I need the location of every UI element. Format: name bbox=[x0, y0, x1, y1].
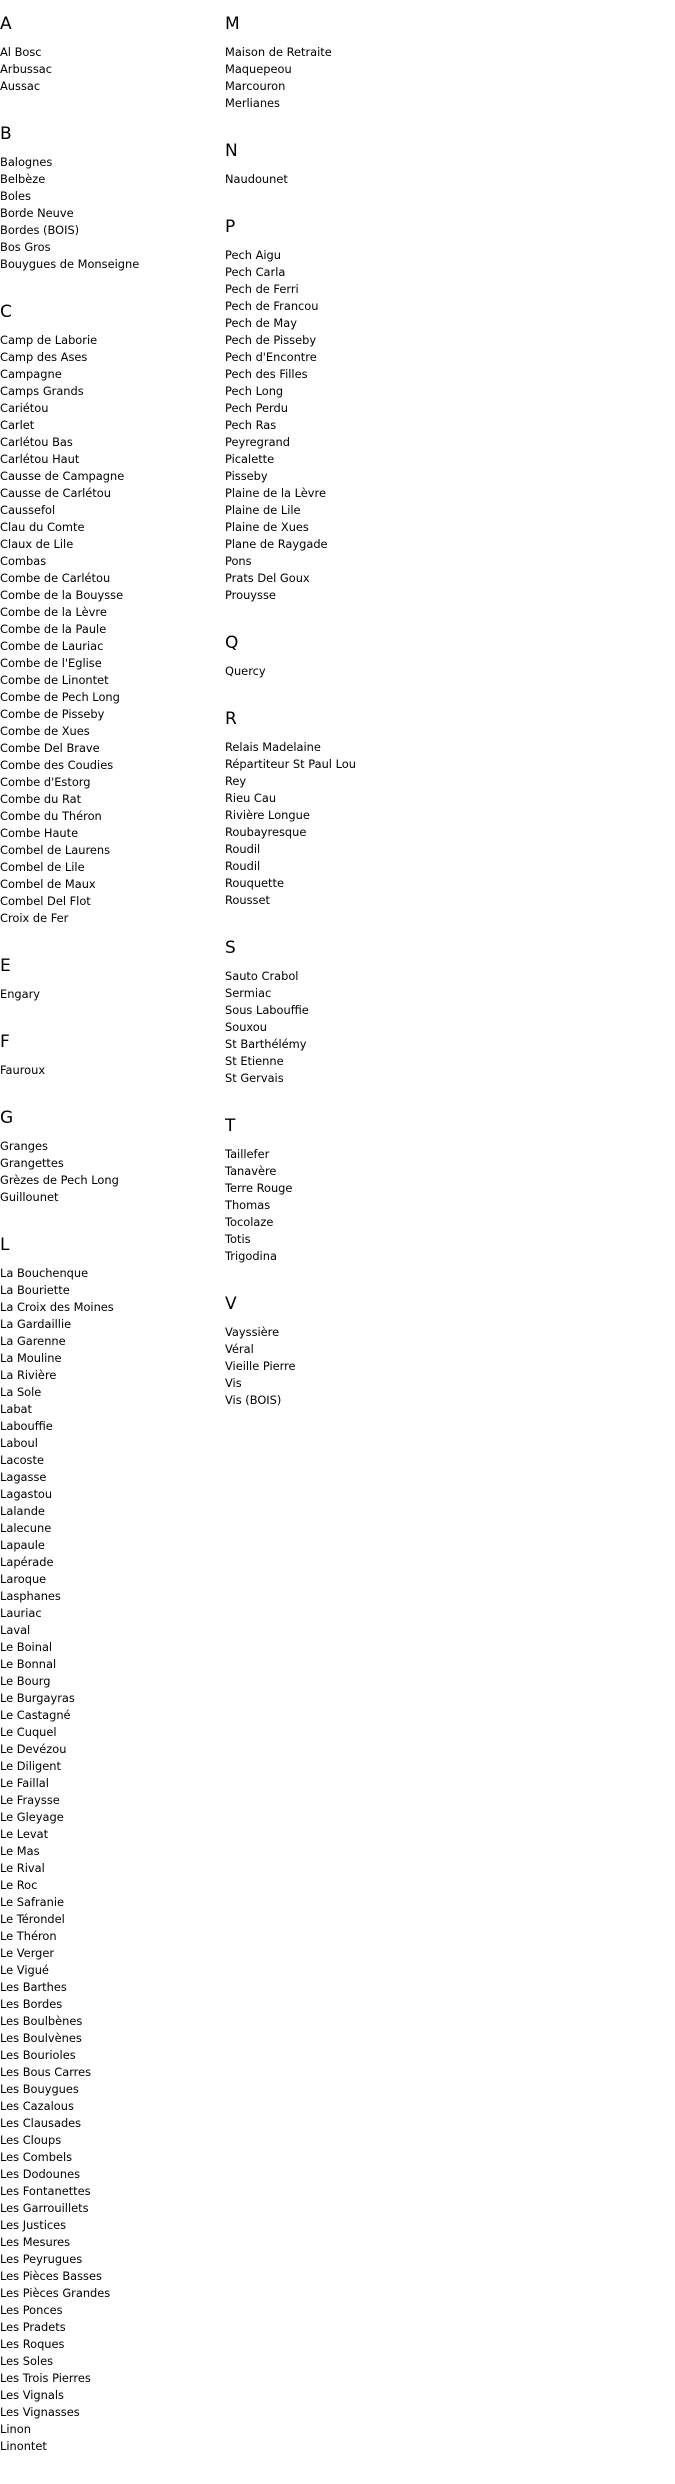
place-name-les-barthes: Les Barthes bbox=[0, 1980, 67, 1994]
place-name-croix-de-fer: Croix de Fer bbox=[0, 911, 69, 925]
place-name-list bbox=[0, 1138, 220, 1206]
place-name-le-burgayras: Le Burgayras bbox=[0, 1691, 75, 1705]
place-name-al-bosc: Al Bosc bbox=[0, 45, 42, 59]
place-name-peyregrand: Peyregrand bbox=[225, 435, 290, 449]
letter-heading: N bbox=[225, 141, 238, 161]
place-name-carlet: Carlet bbox=[0, 418, 35, 432]
place-name-combe-d-estorg: Combe d'Estorg bbox=[0, 775, 91, 789]
place-name-vieille-pierre: Vieille Pierre bbox=[225, 1359, 296, 1373]
place-name-le-roc: Le Roc bbox=[0, 1878, 38, 1892]
place-name-plaine-de-lile: Plaine de Lile bbox=[225, 503, 301, 517]
place-name-les-bordes: Les Bordes bbox=[0, 1997, 63, 2011]
place-name-naudounet: Naudounet bbox=[225, 172, 288, 186]
letter-section-b bbox=[0, 124, 220, 273]
letter-section-m bbox=[225, 14, 445, 112]
place-name-list bbox=[225, 739, 445, 909]
place-name-le-theron: Le Théron bbox=[0, 1929, 57, 1943]
letter-heading: M bbox=[225, 14, 240, 34]
place-name-engary: Engary bbox=[0, 987, 41, 1001]
place-name-list bbox=[225, 663, 445, 680]
place-name-roudil: Roudil bbox=[225, 842, 261, 856]
place-name-lauriac: Lauriac bbox=[0, 1606, 42, 1620]
place-name-list bbox=[0, 1265, 220, 2455]
letter-section-n bbox=[225, 141, 445, 188]
place-name-laboul: Laboul bbox=[0, 1436, 38, 1450]
place-name-le-cuquel: Le Cuquel bbox=[0, 1725, 57, 1739]
place-name-les-pieces-basses: Les Pièces Basses bbox=[0, 2269, 102, 2283]
place-name-le-gleyage: Le Gleyage bbox=[0, 1810, 64, 1824]
place-name-les-cazalous: Les Cazalous bbox=[0, 2099, 74, 2113]
place-name-les-garrouillets: Les Garrouillets bbox=[0, 2201, 89, 2215]
letter-section-l bbox=[0, 1235, 220, 2455]
place-name-les-trois-pierres: Les Trois Pierres bbox=[0, 2371, 91, 2385]
place-name-combel-del-flot: Combel Del Flot bbox=[0, 894, 91, 908]
place-name-la-riviere: La Rivière bbox=[0, 1368, 57, 1382]
letter-heading: A bbox=[0, 14, 12, 34]
place-name-riviere-longue: Rivière Longue bbox=[225, 808, 310, 822]
place-name-st-etienne: St Etienne bbox=[225, 1054, 284, 1068]
place-name-combe-de-la-paule: Combe de la Paule bbox=[0, 622, 107, 636]
letter-heading: Q bbox=[225, 633, 239, 653]
place-name-list bbox=[0, 44, 220, 95]
place-name-combel-de-lile: Combel de Lile bbox=[0, 860, 85, 874]
letter-heading: S bbox=[225, 938, 236, 958]
place-name-pech-carla: Pech Carla bbox=[225, 265, 286, 279]
place-name-trigodina: Trigodina bbox=[225, 1249, 277, 1263]
place-name-plane-de-raygade: Plane de Raygade bbox=[225, 537, 328, 551]
place-name-bos-gros: Bos Gros bbox=[0, 240, 51, 254]
place-name-tanavere: Tanavère bbox=[225, 1164, 277, 1178]
place-name-arbussac: Arbussac bbox=[0, 62, 53, 76]
place-name-combas: Combas bbox=[0, 554, 47, 568]
place-name-relais-madelaine: Relais Madelaine bbox=[225, 740, 321, 754]
place-name-list bbox=[225, 1324, 445, 1409]
place-name-grangettes: Grangettes bbox=[0, 1156, 64, 1170]
place-name-les-bouygues: Les Bouygues bbox=[0, 2082, 79, 2096]
place-name-vis: Vis bbox=[225, 1376, 242, 1390]
place-name-bordes-bois: Bordes (BOIS) bbox=[0, 223, 80, 237]
place-name-carletou-bas: Carlétou Bas bbox=[0, 435, 73, 449]
place-name-roubayresque: Roubayresque bbox=[225, 825, 307, 839]
place-name-pech-des-filles: Pech des Filles bbox=[225, 367, 308, 381]
place-name-vayssiere: Vayssière bbox=[225, 1325, 280, 1339]
place-name-list bbox=[0, 1062, 220, 1079]
letter-heading: T bbox=[225, 1116, 236, 1136]
place-name-labouffie: Labouffie bbox=[0, 1419, 53, 1433]
place-name-causse-de-campagne: Causse de Campagne bbox=[0, 469, 125, 483]
place-name-campagne: Campagne bbox=[0, 367, 62, 381]
letter-section-a bbox=[0, 14, 220, 95]
place-name-camps-grands: Camps Grands bbox=[0, 384, 84, 398]
place-name-tocolaze: Tocolaze bbox=[225, 1215, 274, 1229]
letter-section-p bbox=[225, 217, 445, 604]
place-name-rouquette: Rouquette bbox=[225, 876, 284, 890]
place-name-pech-perdu: Pech Perdu bbox=[225, 401, 288, 415]
left-column bbox=[0, 14, 220, 2484]
place-name-combe-de-lauriac: Combe de Lauriac bbox=[0, 639, 104, 653]
place-name-pech-aigu: Pech Aigu bbox=[225, 248, 281, 262]
letter-heading: G bbox=[0, 1108, 14, 1128]
place-name-le-terondel: Le Térondel bbox=[0, 1912, 65, 1926]
place-name-lacoste: Lacoste bbox=[0, 1453, 44, 1467]
place-name-les-pradets: Les Pradets bbox=[0, 2320, 66, 2334]
place-name-souxou: Souxou bbox=[225, 1020, 267, 1034]
place-name-list bbox=[225, 44, 445, 112]
letter-section-e bbox=[0, 956, 220, 1003]
place-name-pech-de-ferri: Pech de Ferri bbox=[225, 282, 299, 296]
place-name-pech-de-may: Pech de May bbox=[225, 316, 297, 330]
place-name-le-fraysse: Le Fraysse bbox=[0, 1793, 60, 1807]
place-name-la-sole: La Sole bbox=[0, 1385, 42, 1399]
place-name-les-vignasses: Les Vignasses bbox=[0, 2405, 80, 2419]
place-name-rieu-cau: Rieu Cau bbox=[225, 791, 277, 805]
place-name-combe-du-rat: Combe du Rat bbox=[0, 792, 82, 806]
place-name-merlianes: Merlianes bbox=[225, 96, 280, 110]
place-name-rousset: Rousset bbox=[225, 893, 270, 907]
place-name-les-fontanettes: Les Fontanettes bbox=[0, 2184, 91, 2198]
letter-heading: L bbox=[0, 1235, 10, 1255]
place-name-les-roques: Les Roques bbox=[0, 2337, 65, 2351]
place-name-le-vigue: Le Vigué bbox=[0, 1963, 49, 1977]
letter-heading: C bbox=[0, 302, 12, 322]
place-name-claux-de-lile: Claux de Lile bbox=[0, 537, 74, 551]
place-name-list bbox=[0, 986, 220, 1003]
right-column bbox=[225, 14, 445, 1438]
place-name-combe-du-theron: Combe du Théron bbox=[0, 809, 102, 823]
place-name-lagasse: Lagasse bbox=[0, 1470, 47, 1484]
place-name-list bbox=[0, 332, 220, 927]
place-name-pons: Pons bbox=[225, 554, 252, 568]
place-name-laval: Laval bbox=[0, 1623, 31, 1637]
letter-section-c bbox=[0, 302, 220, 927]
place-name-veral: Véral bbox=[225, 1342, 254, 1356]
letter-section-f bbox=[0, 1032, 220, 1079]
place-name-carletou-haut: Carlétou Haut bbox=[0, 452, 80, 466]
place-name-les-soles: Les Soles bbox=[0, 2354, 54, 2368]
place-name-st-gervais: St Gervais bbox=[225, 1071, 284, 1085]
place-name-combe-de-la-bouysse: Combe de la Bouysse bbox=[0, 588, 124, 602]
letter-heading: E bbox=[0, 956, 11, 976]
place-name-la-garenne: La Garenne bbox=[0, 1334, 66, 1348]
place-name-la-bouriette: La Bouriette bbox=[0, 1283, 70, 1297]
place-name-combel-de-maux: Combel de Maux bbox=[0, 877, 96, 891]
place-name-roudil: Roudil bbox=[225, 859, 261, 873]
place-name-les-bourioles: Les Bourioles bbox=[0, 2048, 76, 2062]
letter-section-r bbox=[225, 709, 445, 909]
place-name-le-rival: Le Rival bbox=[0, 1861, 45, 1875]
place-name-repartiteur-st-paul-lou: Répartiteur St Paul Lou bbox=[225, 757, 356, 771]
place-name-combe-de-linontet: Combe de Linontet bbox=[0, 673, 109, 687]
place-name-combe-haute: Combe Haute bbox=[0, 826, 79, 840]
letter-heading: R bbox=[225, 709, 237, 729]
place-name-carietou: Cariétou bbox=[0, 401, 49, 415]
place-name-list bbox=[225, 1146, 445, 1265]
place-name-les-boulbenes: Les Boulbènes bbox=[0, 2014, 83, 2028]
letter-section-t bbox=[225, 1116, 445, 1265]
place-name-belbeze: Belbèze bbox=[0, 172, 46, 186]
place-name-le-faillal: Le Faillal bbox=[0, 1776, 49, 1790]
place-name-pech-de-francou: Pech de Francou bbox=[225, 299, 319, 313]
place-name-pech-ras: Pech Ras bbox=[225, 418, 277, 432]
place-name-les-clausades: Les Clausades bbox=[0, 2116, 82, 2130]
place-name-maison-de-retraite: Maison de Retraite bbox=[225, 45, 332, 59]
place-name-le-levat: Le Levat bbox=[0, 1827, 49, 1841]
letter-section-s bbox=[225, 938, 445, 1087]
place-name-labat: Labat bbox=[0, 1402, 33, 1416]
place-name-linontet: Linontet bbox=[0, 2439, 47, 2453]
place-name-st-barthelemy: St Barthélémy bbox=[225, 1037, 307, 1051]
place-name-bouygues-de-monseigne: Bouygues de Monseigne bbox=[0, 257, 140, 271]
place-name-lalecune: Lalecune bbox=[0, 1521, 52, 1535]
place-name-camp-des-ases: Camp des Ases bbox=[0, 350, 88, 364]
place-name-le-devezou: Le Devézou bbox=[0, 1742, 67, 1756]
place-name-lapaule: Lapaule bbox=[0, 1538, 45, 1552]
place-name-le-verger: Le Verger bbox=[0, 1946, 55, 1960]
place-name-la-croix-des-moines: La Croix des Moines bbox=[0, 1300, 114, 1314]
letter-heading: F bbox=[0, 1032, 10, 1052]
place-name-combe-de-carletou: Combe de Carlétou bbox=[0, 571, 111, 585]
place-name-boles: Boles bbox=[0, 189, 31, 203]
place-name-laperade: Lapérade bbox=[0, 1555, 54, 1569]
letter-heading: V bbox=[225, 1294, 237, 1314]
place-name-la-mouline: La Mouline bbox=[0, 1351, 62, 1365]
place-name-pech-d-encontre: Pech d'Encontre bbox=[225, 350, 317, 364]
place-name-le-boinal: Le Boinal bbox=[0, 1640, 53, 1654]
place-name-laroque: Laroque bbox=[0, 1572, 47, 1586]
place-name-combe-de-la-levre: Combe de la Lèvre bbox=[0, 605, 107, 619]
place-name-caussefol: Caussefol bbox=[0, 503, 56, 517]
place-name-granges: Granges bbox=[0, 1139, 48, 1153]
place-name-totis: Totis bbox=[225, 1232, 251, 1246]
letter-heading: B bbox=[0, 124, 12, 144]
place-name-la-bouchenque: La Bouchenque bbox=[0, 1266, 89, 1280]
place-name-borde-neuve: Borde Neuve bbox=[0, 206, 74, 220]
place-name-pech-long: Pech Long bbox=[225, 384, 284, 398]
place-name-causse-de-carletou: Causse de Carlétou bbox=[0, 486, 111, 500]
place-name-les-ponces: Les Ponces bbox=[0, 2303, 63, 2317]
place-name-maquepeou: Maquepeou bbox=[225, 62, 292, 76]
place-name-marcouron: Marcouron bbox=[225, 79, 286, 93]
place-name-le-castagne: Le Castagné bbox=[0, 1708, 71, 1722]
place-name-les-boulvenes: Les Boulvènes bbox=[0, 2031, 82, 2045]
place-name-le-bourg: Le Bourg bbox=[0, 1674, 51, 1688]
place-name-sauto-crabol: Sauto Crabol bbox=[225, 969, 299, 983]
place-name-guillounet: Guillounet bbox=[0, 1190, 59, 1204]
place-name-les-mesures: Les Mesures bbox=[0, 2235, 71, 2249]
place-name-les-justices: Les Justices bbox=[0, 2218, 67, 2232]
letter-heading: P bbox=[225, 217, 236, 237]
place-name-terre-rouge: Terre Rouge bbox=[225, 1181, 293, 1195]
place-name-plaine-de-xues: Plaine de Xues bbox=[225, 520, 309, 534]
place-name-thomas: Thomas bbox=[225, 1198, 271, 1212]
place-name-pisseby: Pisseby bbox=[225, 469, 268, 483]
letter-section-v bbox=[225, 1294, 445, 1409]
place-name-lalande: Lalande bbox=[0, 1504, 45, 1518]
place-name-la-gardaillie: La Gardaillie bbox=[0, 1317, 72, 1331]
place-name-les-cloups: Les Cloups bbox=[0, 2133, 62, 2147]
place-name-list bbox=[0, 154, 220, 273]
place-name-picalette: Picalette bbox=[225, 452, 275, 466]
letter-section-g bbox=[0, 1108, 220, 1206]
place-name-lagastou: Lagastou bbox=[0, 1487, 53, 1501]
place-name-camp-de-laborie: Camp de Laborie bbox=[0, 333, 98, 347]
place-name-combe-des-coudies: Combe des Coudies bbox=[0, 758, 114, 772]
place-name-rey: Rey bbox=[225, 774, 247, 788]
place-name-pech-de-pisseby: Pech de Pisseby bbox=[225, 333, 317, 347]
place-name-clau-du-comte: Clau du Comte bbox=[0, 520, 85, 534]
place-name-list bbox=[225, 247, 445, 604]
place-name-combe-del-brave: Combe Del Brave bbox=[0, 741, 100, 755]
place-name-balognes: Balognes bbox=[0, 155, 53, 169]
place-name-list bbox=[225, 171, 445, 188]
place-name-sous-labouffie: Sous Labouffie bbox=[225, 1003, 309, 1017]
place-name-list bbox=[225, 968, 445, 1087]
place-name-le-safranie: Le Safranie bbox=[0, 1895, 65, 1909]
place-name-fauroux: Fauroux bbox=[0, 1063, 46, 1077]
place-name-sermiac: Sermiac bbox=[225, 986, 272, 1000]
place-name-quercy: Quercy bbox=[225, 664, 266, 678]
letter-section-q bbox=[225, 633, 445, 680]
place-name-plaine-de-la-levre: Plaine de la Lèvre bbox=[225, 486, 326, 500]
place-name-combe-de-l-eglise: Combe de l'Eglise bbox=[0, 656, 102, 670]
place-name-aussac: Aussac bbox=[0, 79, 41, 93]
place-name-les-peyrugues: Les Peyrugues bbox=[0, 2252, 83, 2266]
place-name-combe-de-xues: Combe de Xues bbox=[0, 724, 90, 738]
place-name-combe-de-pech-long: Combe de Pech Long bbox=[0, 690, 120, 704]
place-name-combe-de-pisseby: Combe de Pisseby bbox=[0, 707, 105, 721]
place-name-les-combels: Les Combels bbox=[0, 2150, 73, 2164]
place-name-taillefer: Taillefer bbox=[225, 1147, 270, 1161]
place-name-linon: Linon bbox=[0, 2422, 31, 2436]
place-name-grezes-de-pech-long: Grèzes de Pech Long bbox=[0, 1173, 119, 1187]
place-name-le-bonnal: Le Bonnal bbox=[0, 1657, 57, 1671]
place-name-combel-de-laurens: Combel de Laurens bbox=[0, 843, 111, 857]
place-name-les-dodounes: Les Dodounes bbox=[0, 2167, 81, 2181]
place-name-les-vignals: Les Vignals bbox=[0, 2388, 64, 2402]
place-name-les-bous-carres: Les Bous Carres bbox=[0, 2065, 92, 2079]
place-name-vis-bois: Vis (BOIS) bbox=[225, 1393, 282, 1407]
place-name-lasphanes: Lasphanes bbox=[0, 1589, 61, 1603]
place-name-le-mas: Le Mas bbox=[0, 1844, 40, 1858]
place-name-le-diligent: Le Diligent bbox=[0, 1759, 61, 1773]
place-name-les-pieces-grandes: Les Pièces Grandes bbox=[0, 2286, 111, 2300]
place-name-prouysse: Prouysse bbox=[225, 588, 276, 602]
place-name-prats-del-goux: Prats Del Goux bbox=[225, 571, 310, 585]
